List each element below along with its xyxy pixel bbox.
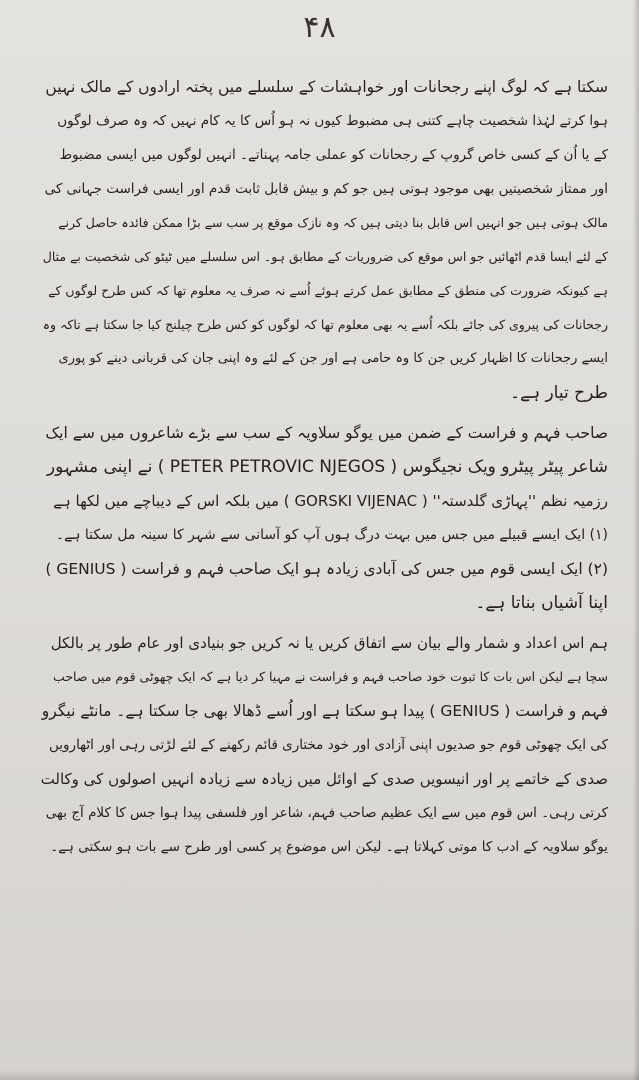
page-number: ۴۸	[303, 10, 336, 45]
text-line: سچا ہے لیکن اس بات کا ثبوت خود صاحب فہم و فراست نے مہیا کر دیا ہے کہ ایک چھوٹی قوم میں صاحب	[53, 669, 608, 684]
text-line: اور ممتاز شخصیتیں بھی موجود ہوتی ہیں جو کم و بیش قابل ثابت قدم اور ایسی فراست جہانی کی	[44, 181, 608, 197]
text-line: طرح تیار ہے۔	[510, 383, 608, 403]
numbered-line: (۱) ایک ایسے قبیلے میں جس میں بہت درگ ہوں آپ کو آسانی سے شہر کا سینہ مل سکتا ہے۔	[55, 527, 608, 543]
text-line: ہم اس اعداد و شمار والے بیان سے اتفاق کریں یا نہ کریں جو بنیادی اور عام طور پر بالکل	[50, 634, 608, 652]
text-line: یوگو سلاویہ کے ادب کا موتی کہلاتا ہے۔ لیکن اس موضوع پر کسی اور طرح سے بات ہو سکتی ہے۔	[50, 839, 608, 855]
text-line: رزمیہ نظم ''پہاڑی گلدستہ'' ( GORSKI VIJENAC ) میں بلکہ اس کے دیباچے میں لکھا ہے	[53, 492, 608, 510]
page-edge-shadow	[633, 0, 639, 1080]
text-line: کی ایک چھوٹی قوم جو صدیوں اپنی آزادی اور خود مختاری قائم رکھنے کے لئے لڑتی رہی اور اٹھارویں	[49, 737, 608, 753]
text-line: مالک ہوتی ہیں جو انہیں اس قابل بنا دیتی ہیں کہ وہ نازک موقع پر سب سے بڑا ممکن فائدہ حاصل کرنے	[58, 215, 608, 230]
page-bottom-shadow	[0, 1070, 639, 1080]
text-line: اپنا آشیاں بناتا ہے۔	[475, 593, 608, 613]
text-line: رجحانات کی پیروی کی جائے بلکہ اُسے یہ بھی معلوم تھا کہ لوگوں کو کس طرح چیلنج کیا جا سکتا ہے تاکہ وہ	[42, 317, 608, 332]
text-line: کے یا اُن کے کسی خاص گروپ کے رجحانات کو عملی جامہ پہناتے۔ انہیں لوگوں میں ایسی مضبوط	[59, 147, 608, 163]
numbered-line: (۲) ایک ایسی قوم میں جس کی آبادی زیادہ ہو ایک صاحب فہم و فراست ( GENIUS )	[45, 560, 608, 578]
text-line: ایسے رجحانات کا اظہار کریں جن کا وہ حامی ہے اور جن کے لئے وہ اپنی جان کی قربانی دینے کو پوری	[58, 351, 608, 366]
text-line: کے لئے ایسا قدم اٹھائیں جو اس موقع کی ضروریات کے مطابق ہو۔ اس سلسلے میں ٹیٹو کی شخصیت بے مثال	[42, 249, 608, 264]
text-line: صدی کے خاتمے پر اور انیسویں صدی کے اوائل میں زیادہ سے زیادہ انہیں اصولوں کی وکالت	[40, 770, 608, 788]
text-line: کرتی رہی۔ اس قوم میں سے ایک عظیم صاحب فہم، شاعر اور فلسفی پیدا ہوا جس کا کلام آج بھی	[45, 805, 608, 821]
text-line: ہوا کرتے لہٰذا شخصیت چاہے کتنی ہی مضبوط کیوں نہ ہو اُس کا یہ کام نہیں کہ وہ صرف لوگوں	[57, 113, 608, 129]
body-text	[40, 70, 608, 864]
text-line: فہم و فراست ( GENIUS ) پیدا ہو سکتا ہے اور اُسے ڈھالا بھی جا سکتا ہے۔ مانٹے نیگرو	[41, 702, 608, 720]
text-line: شاعر پیٹر پیٹرو ویک نجیگوس ( PETER PETROVIC NJEGOS ) نے اپنی مشہور	[46, 457, 608, 477]
text-line: صاحب فہم و فراست کے ضمن میں یوگو سلاویہ کے سب سے بڑے شاعروں میں سے ایک	[45, 424, 608, 442]
text-line: سکتا ہے کہ لوگ اپنے رجحانات اور خواہشات کے سلسلے میں پختہ ارادوں کے مالک نہیں	[45, 78, 608, 96]
text-line: ہے کیونکہ ضرورت کی منطق کے مطابق عمل کرتے ہوئے اُسے نہ صرف یہ معلوم تھا کہ کس طرح لوگوں کے	[48, 283, 608, 298]
